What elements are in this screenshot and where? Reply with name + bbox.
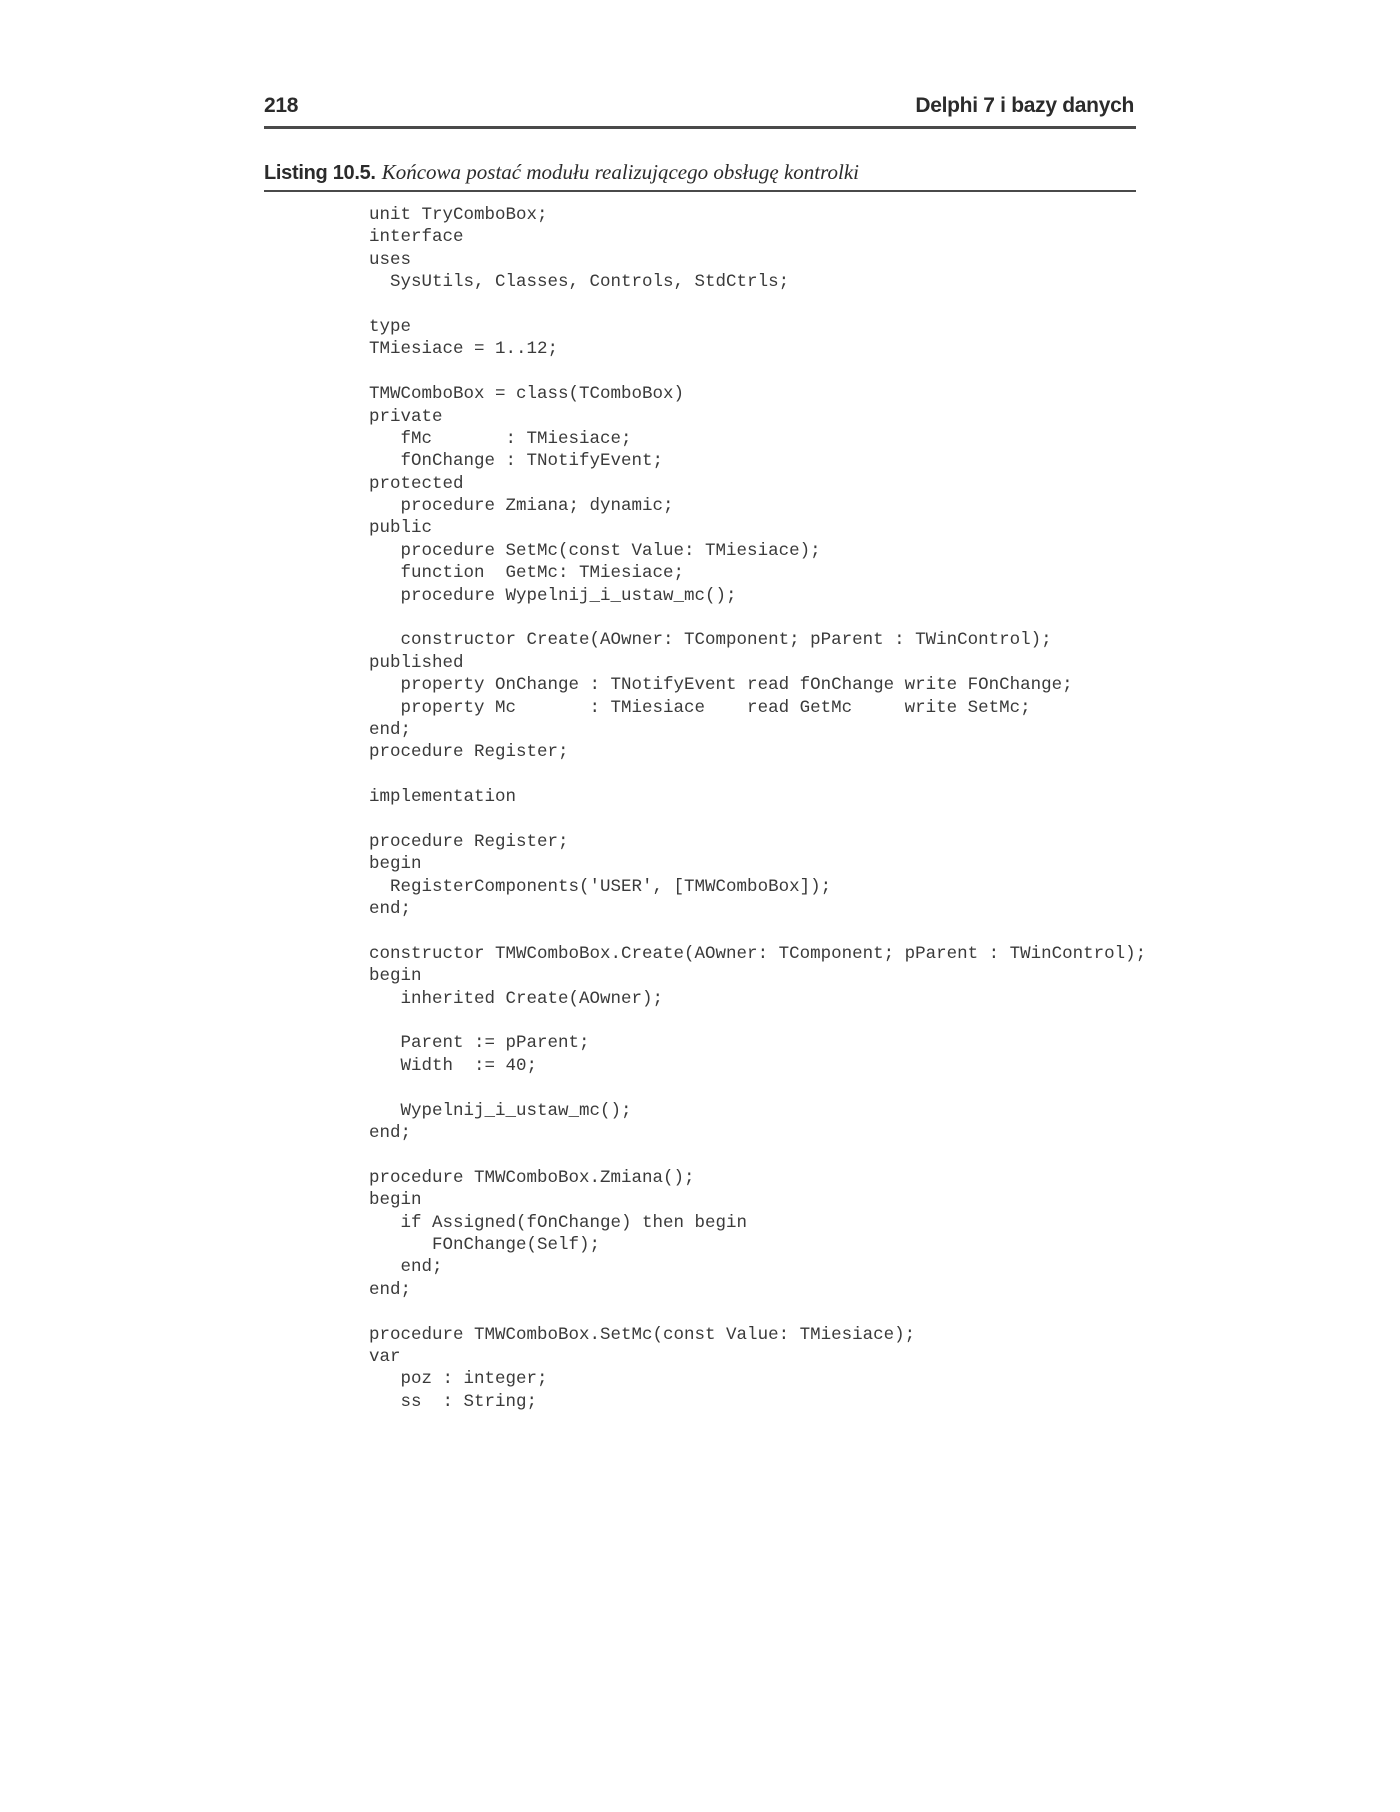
code-line: TMWComboBox = class(TComboBox) bbox=[369, 384, 685, 405]
code-line: procedure Zmiana; dynamic; bbox=[369, 496, 674, 517]
code-line bbox=[369, 607, 1146, 629]
code-line: var bbox=[369, 1346, 401, 1367]
code-line: public bbox=[369, 518, 433, 539]
code-line: property Mc : TMiesiace read GetMc write SetMc; bbox=[369, 697, 1031, 718]
code-line bbox=[369, 1301, 1146, 1323]
code-line: unit TryComboBox; bbox=[369, 205, 548, 225]
code-line: property OnChange : TNotifyEvent read fOnChange write FOnChange; bbox=[369, 675, 1073, 696]
listing-caption bbox=[264, 160, 1136, 192]
code-line: FOnChange(Self); bbox=[369, 1234, 601, 1255]
code-line: inherited Create(AOwner); bbox=[369, 988, 664, 1009]
code-line: if Assigned(fOnChange) then begin bbox=[369, 1212, 748, 1233]
code-line: end; bbox=[369, 1257, 443, 1278]
code-line: function GetMc: TMiesiace; bbox=[369, 563, 685, 584]
code-line: SysUtils, Classes, Controls, StdCtrls; bbox=[369, 272, 790, 293]
code-line: constructor Create(AOwner: TComponent; pParent : TWinControl); bbox=[369, 630, 1052, 651]
code-line: procedure Register; bbox=[369, 742, 569, 763]
listing-label: Listing 10.5. bbox=[264, 162, 376, 184]
code-line: procedure TMWComboBox.SetMc(const Value: TMiesiace); bbox=[369, 1324, 916, 1345]
code-line: begin bbox=[369, 1190, 422, 1211]
code-line: implementation bbox=[369, 787, 517, 808]
code-line bbox=[369, 294, 1146, 316]
code-line: begin bbox=[369, 966, 422, 987]
code-line: published bbox=[369, 652, 464, 673]
code-line: begin bbox=[369, 854, 422, 875]
code-line bbox=[369, 1077, 1146, 1099]
code-listing bbox=[369, 204, 1146, 1413]
code-line: RegisterComponents('USER', [TMWComboBox]); bbox=[369, 876, 832, 897]
code-line: protected bbox=[369, 473, 464, 494]
code-line bbox=[369, 764, 1146, 786]
code-line: fOnChange : TNotifyEvent; bbox=[369, 451, 664, 472]
code-line: ss : String; bbox=[369, 1391, 538, 1412]
page-number: 218 bbox=[264, 94, 299, 117]
code-line: procedure SetMc(const Value: TMiesiace); bbox=[369, 540, 821, 561]
code-line: end; bbox=[369, 1123, 412, 1144]
code-line: Wypelnij_i_ustaw_mc(); bbox=[369, 1100, 632, 1121]
code-line: type bbox=[369, 316, 412, 337]
code-line: procedure TMWComboBox.Zmiana(); bbox=[369, 1167, 695, 1188]
code-line: uses bbox=[369, 249, 412, 270]
code-line: procedure Wypelnij_i_ustaw_mc(); bbox=[369, 585, 737, 606]
code-line: end; bbox=[369, 719, 412, 740]
book-title: Delphi 7 i bazy danych bbox=[915, 94, 1134, 117]
code-line bbox=[369, 921, 1146, 943]
code-line: poz : integer; bbox=[369, 1369, 548, 1390]
code-line: interface bbox=[369, 227, 464, 248]
code-line: Parent := pParent; bbox=[369, 1033, 590, 1054]
code-line: private bbox=[369, 406, 443, 427]
code-line: end; bbox=[369, 1279, 412, 1300]
code-line: TMiesiace = 1..12; bbox=[369, 339, 559, 360]
code-line: fMc : TMiesiace; bbox=[369, 428, 632, 449]
code-line bbox=[369, 1144, 1146, 1166]
code-line bbox=[369, 809, 1146, 831]
code-line: end; bbox=[369, 899, 412, 920]
code-line bbox=[369, 1010, 1146, 1032]
code-line: constructor TMWComboBox.Create(AOwner: TComponent; pParent : TWinControl); bbox=[369, 943, 1147, 964]
running-head bbox=[264, 94, 1136, 129]
listing-title: Końcowa postać modułu realizującego obsługę kontrolki bbox=[381, 160, 859, 184]
code-line bbox=[369, 361, 1146, 383]
code-line: procedure Register; bbox=[369, 831, 569, 852]
code-line: Width := 40; bbox=[369, 1055, 538, 1076]
